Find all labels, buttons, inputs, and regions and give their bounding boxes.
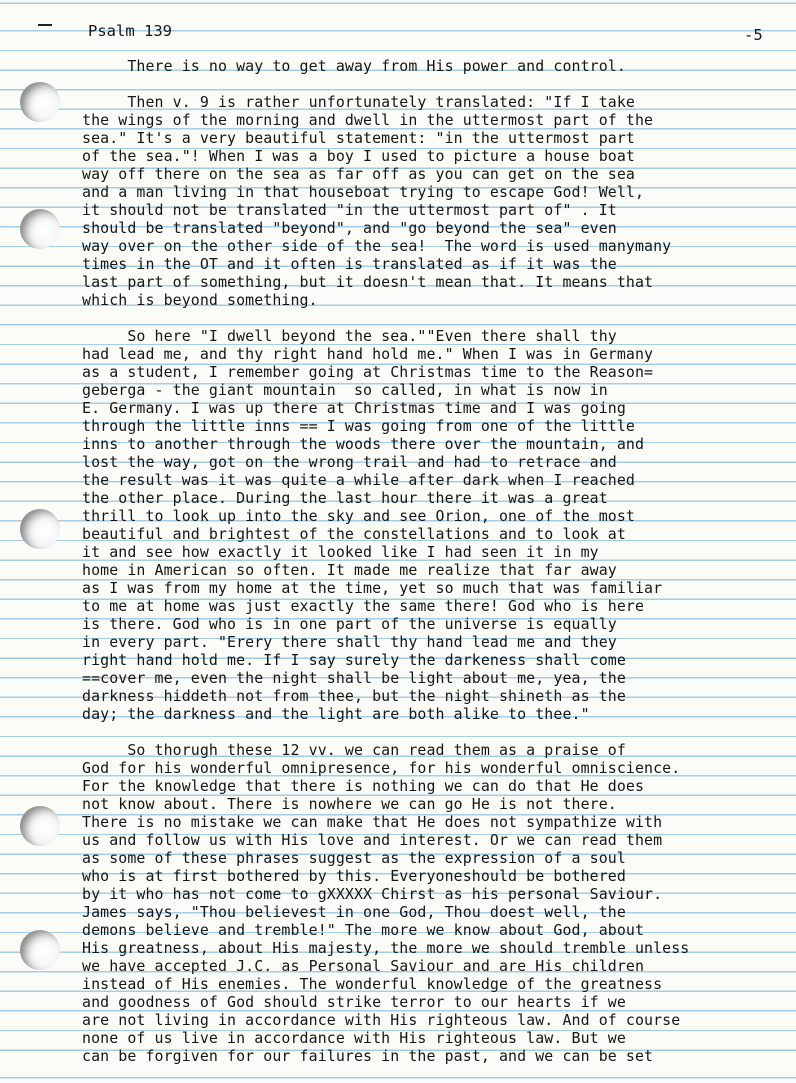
text-line: home in American so often. It made me realize that far away	[82, 561, 617, 579]
text-line: is there. God who is in one part of the universe is equally	[82, 615, 617, 633]
text-line: through the little inns == I was going from one of the little	[82, 417, 635, 435]
binder-hole	[20, 82, 60, 122]
text-line: So thorugh these 12 vv. we can read them as a praise of	[82, 741, 626, 759]
text-line: geberga - the giant mountain so called, in what is now in	[82, 381, 608, 399]
binder-hole	[20, 806, 60, 846]
text-line: inns to another through the woods there over the mountain, and	[82, 435, 645, 453]
paragraph	[82, 93, 772, 309]
text-line: God for his wonderful omnipresence, for his wonderful omniscience.	[82, 759, 681, 777]
text-line: as a student, I remember going at Christmas time to the Reason=	[82, 363, 654, 381]
text-line: in every part. "Erery there shall thy hand lead me and they	[82, 633, 617, 651]
text-line: as I was from my home at the time, yet so much that was familiar	[82, 579, 663, 597]
text-line: who is at first bothered by this. Everyoneshould be bothered	[82, 867, 626, 885]
text-line: none of us live in accordance with His righteous law. But we	[82, 1029, 626, 1047]
text-line: There is no way to get away from His power and control.	[82, 57, 626, 75]
text-line: times in the OT and it often is translated as if it was the	[82, 255, 617, 273]
text-line: darkness hiddeth not from thee, but the night shineth as the	[82, 687, 626, 705]
text-line: ==cover me, even the night shall be light about me, yea, the	[82, 669, 626, 687]
page-header	[0, 20, 796, 44]
text-line: way over on the other side of the sea! The word is used manymany	[82, 237, 672, 255]
binder-hole	[20, 930, 60, 970]
page-number: -5	[744, 26, 763, 44]
text-line: E. Germany. I was up there at Christmas time and I was going	[82, 399, 626, 417]
text-line: sea." It's a very beautiful statement: "in the uttermost part	[82, 129, 635, 147]
text-line: the other place. During the last hour there it was a great	[82, 489, 608, 507]
text-line: can be forgiven for our failures in the past, and we can be set	[82, 1047, 654, 1065]
text-line: day; the darkness and the light are both alike to thee."	[82, 705, 590, 723]
text-line: way off there on the sea as far off as you can get on the sea	[82, 165, 635, 183]
text-line: should be translated "beyond", and "go beyond the sea" even	[82, 219, 617, 237]
text-line: lost the way, got on the wrong trail and had to retrace and	[82, 453, 617, 471]
text-line: it and see how exactly it looked like I had seen it in my	[82, 543, 599, 561]
text-line: last part of something, but it doesn't mean that. It means that	[82, 273, 654, 291]
paragraph	[82, 741, 772, 1065]
text-line: demons believe and tremble!" The more we know about God, about	[82, 921, 645, 939]
text-line: to me at home was just exactly the same there! God who is here	[82, 597, 645, 615]
text-line: right hand hold me. If I say surely the darkeness shall come	[82, 651, 626, 669]
text-line: Then v. 9 is rather unfortunately translated: "If I take	[82, 93, 635, 111]
header-dash	[38, 24, 52, 26]
text-line: For the knowledge that there is nothing we can do that He does	[82, 777, 645, 795]
paragraph	[82, 57, 772, 75]
text-line: had lead me, and thy right hand hold me." When I was in Germany	[82, 345, 654, 363]
text-line: are not living in accordance with His righteous law. And of course	[82, 1011, 681, 1029]
text-line: the result was it was quite a while after dark when I reached	[82, 471, 635, 489]
text-line: we have accepted J.C. as Personal Saviour and are His children	[82, 957, 645, 975]
text-line: beautiful and brightest of the constellations and to look at	[82, 525, 626, 543]
text-line: which is beyond something.	[82, 291, 318, 309]
text-line: as some of these phrases suggest as the expression of a soul	[82, 849, 626, 867]
document-body	[82, 57, 772, 1083]
margin-line	[64, 0, 65, 1047]
text-line: There is no mistake we can make that He does not sympathize with	[82, 813, 663, 831]
page-title: Psalm 139	[88, 22, 172, 40]
binder-hole	[20, 509, 60, 549]
text-line: So here "I dwell beyond the sea.""Even there shall thy	[82, 327, 617, 345]
text-line: us and follow us with His love and interest. Or we can read them	[82, 831, 663, 849]
binder-hole	[20, 209, 60, 249]
text-line: His greatness, about His majesty, the more we should tremble unless	[82, 939, 690, 957]
text-line: James says, "Thou believest in one God, Thou doest well, the	[82, 903, 626, 921]
text-line: of the sea."! When I was a boy I used to picture a house boat	[82, 147, 635, 165]
text-line: by it who has not come to gXXXXX Chirst as his personal Saviour.	[82, 885, 663, 903]
text-line: and goodness of God should strike terror to our hearts if we	[82, 993, 626, 1011]
text-line: instead of His enemies. The wonderful knowledge of the greatness	[82, 975, 663, 993]
text-line: it should not be translated "in the uttermost part of" . It	[82, 201, 617, 219]
paragraph	[82, 327, 772, 723]
text-line: thrill to look up into the sky and see Orion, one of the most	[82, 507, 635, 525]
text-line: not know about. There is nowhere we can go He is not there.	[82, 795, 617, 813]
text-line: the wings of the morning and dwell in the uttermost part of the	[82, 111, 654, 129]
text-line: and a man living in that houseboat trying to escape God! Well,	[82, 183, 645, 201]
